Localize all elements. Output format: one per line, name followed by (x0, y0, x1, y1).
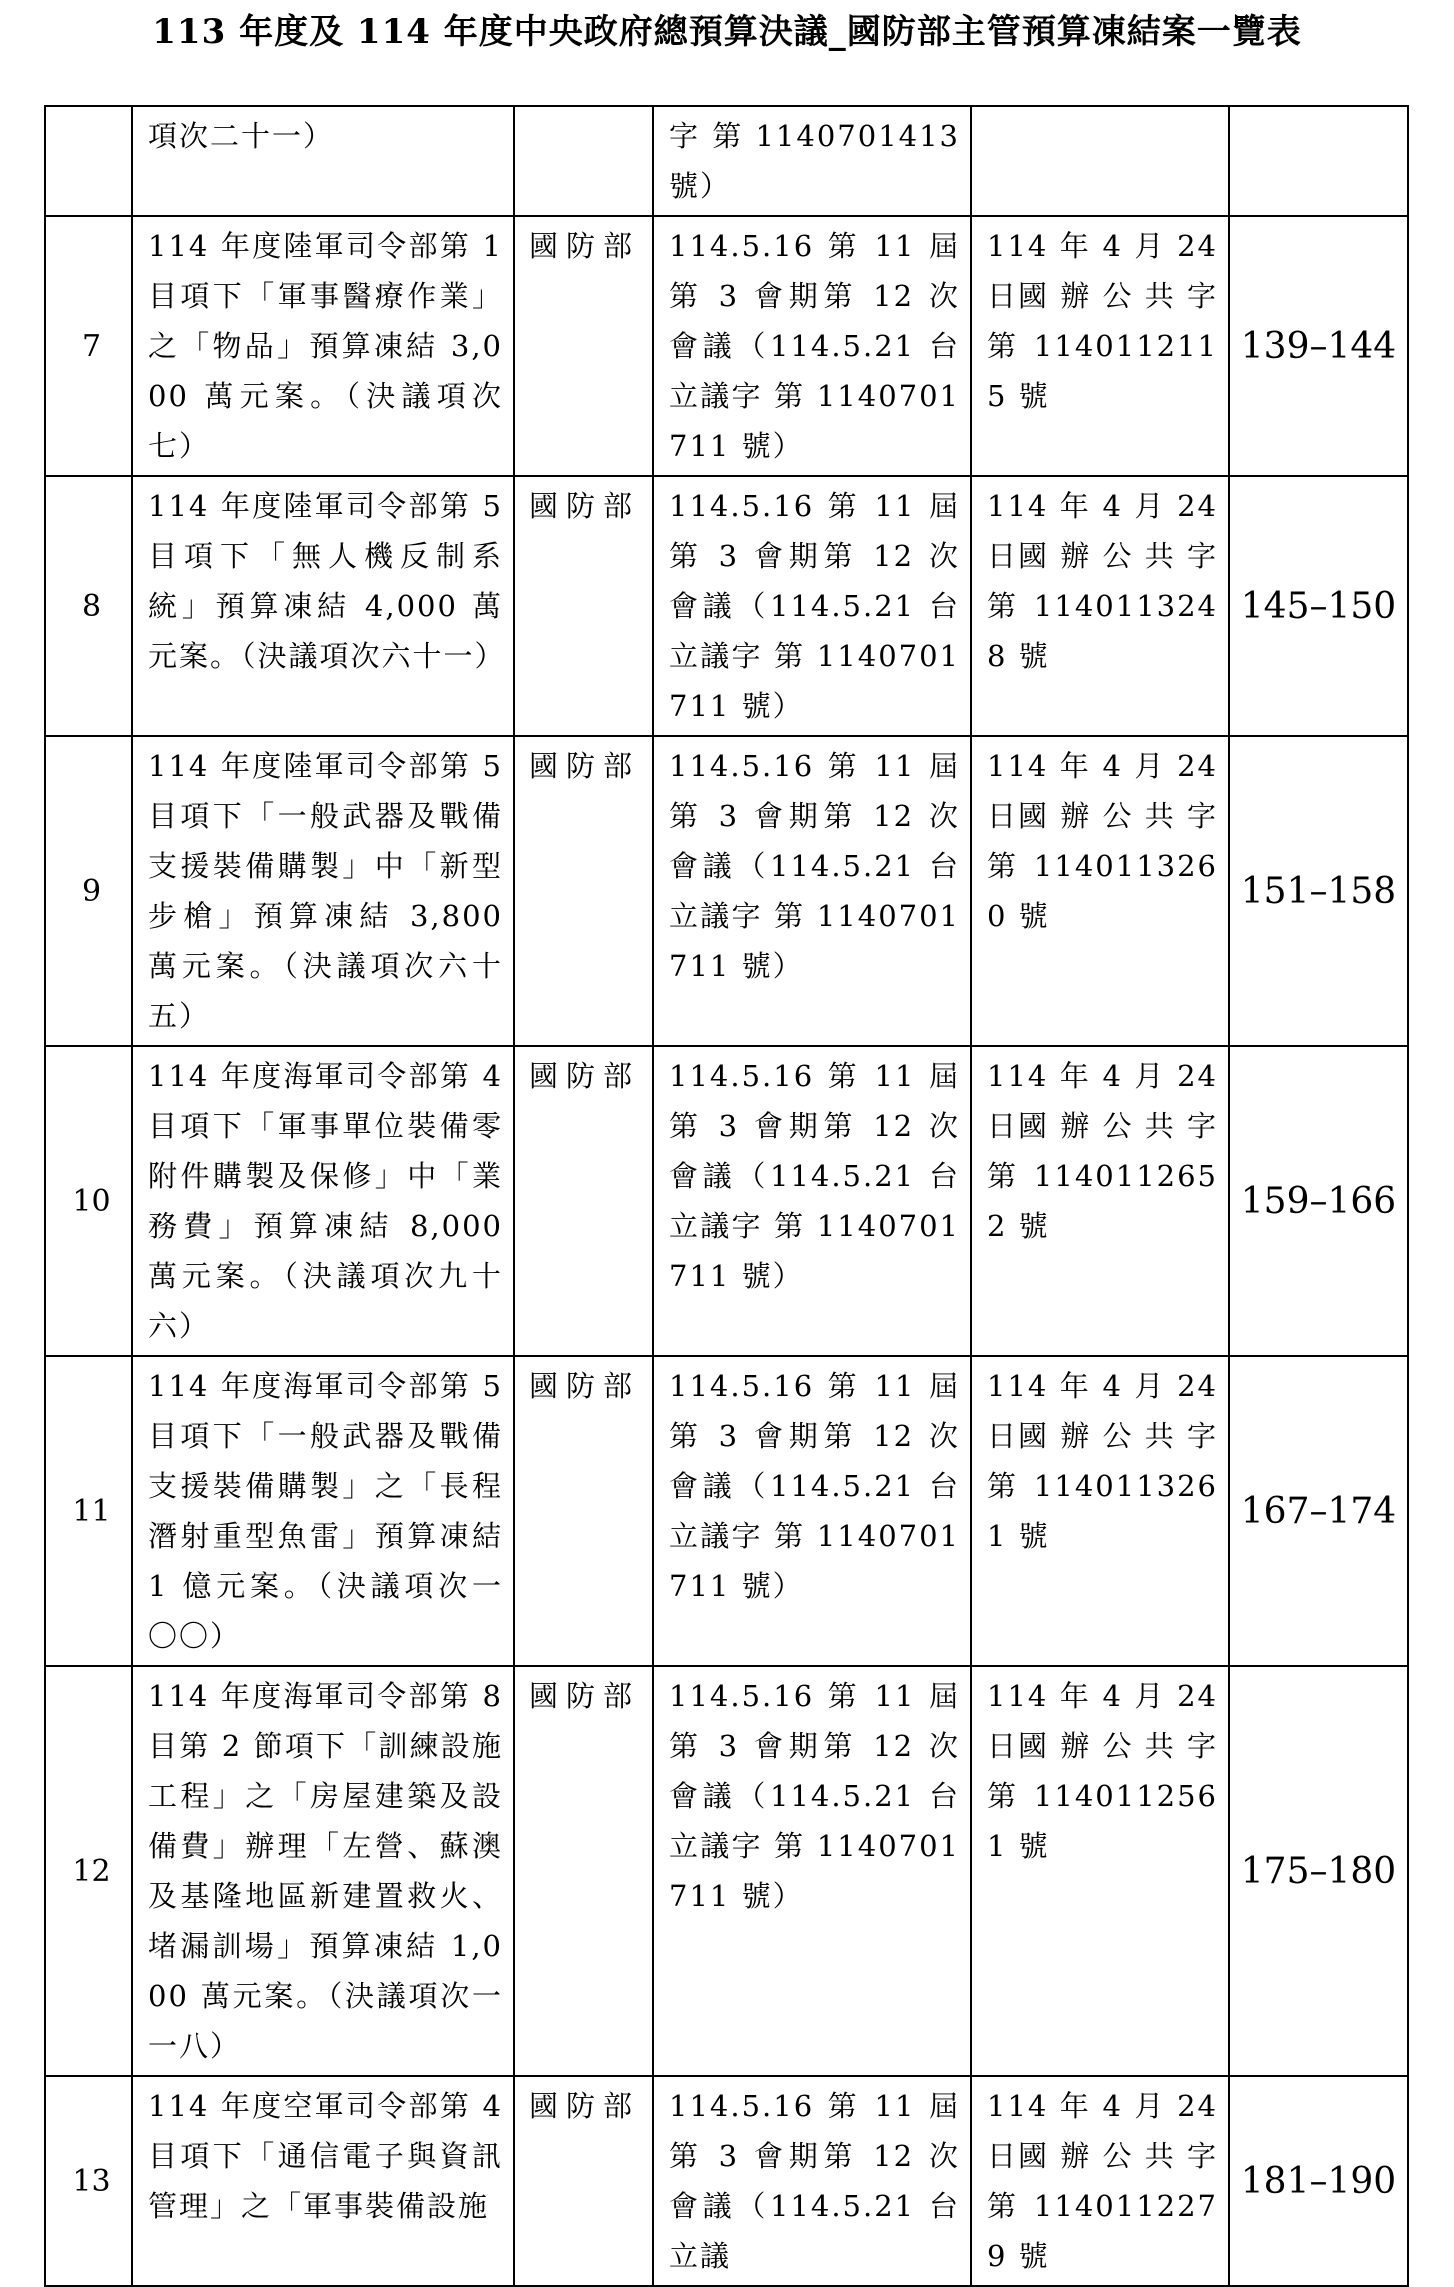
page-range: 181–190 (1229, 2076, 1408, 2286)
agency: 國防部 (529, 1059, 641, 1093)
table-row (45, 1046, 1408, 1356)
row-number: 8 (45, 476, 132, 736)
resolution-cell (653, 1046, 971, 1356)
document-cell (971, 1356, 1229, 1666)
document-cell (971, 2076, 1229, 2286)
agency-cell (514, 1666, 653, 2076)
document-cell (971, 1666, 1229, 2076)
document-reference: 114 年 4 月 24 日國 辦 公 共 字 第 1140112115 號 (987, 229, 1218, 413)
case-description-cell (132, 1666, 514, 2076)
case-description-cell (132, 736, 514, 1046)
row-number: 9 (45, 736, 132, 1046)
agency-cell (514, 476, 653, 736)
case-description-cell (132, 216, 514, 476)
case-description: 114 年度陸軍司令部第 5 目項下「一般武器及戰備支援裝備購製」中「新型步槍」預算凍結 3,800 萬元案。（決議項次六十五） (148, 749, 503, 1033)
document-cell (971, 106, 1229, 216)
case-description: 114 年度陸軍司令部第 5 目項下「無人機反制系統」預算凍結 4,000 萬元案。（決議項次六十一） (148, 489, 506, 673)
page-range: 139–144 (1229, 216, 1408, 476)
case-description-cell (132, 1046, 514, 1356)
case-description: 114 年度空軍司令部第 4 目項下「通信電子與資訊管理」之「軍事裝備設施 (148, 2089, 503, 2223)
agency (515, 107, 652, 115)
agency: 國防部 (529, 229, 641, 263)
row-number (45, 106, 132, 216)
case-description: 114 年度海軍司令部第 4 目項下「軍事單位裝備零附件購製及保修」中「業務費」預算凍結 8,000 萬元案。（決議項次九十六） (148, 1059, 503, 1343)
resolution-cell (653, 736, 971, 1046)
row-number: 11 (45, 1356, 132, 1666)
page-range: 151–158 (1229, 736, 1408, 1046)
resolution-cell (653, 1356, 971, 1666)
document-reference: 114 年 4 月 24 日國 辦 公 共 字 第 1140113260 號 (987, 749, 1218, 933)
document-cell (971, 476, 1229, 736)
resolution-cell (653, 1666, 971, 2076)
case-description: 114 年度海軍司令部第 5 目項下「一般武器及戰備支援裝備購製」之「長程潛射重型魚雷」預算凍結 1 億元案。（決議項次一〇〇） (148, 1369, 503, 1653)
resolution-cell (653, 216, 971, 476)
document-reference: 114 年 4 月 24 日國 辦 公 共 字 第 1140113248 號 (987, 489, 1218, 673)
resolution-reference: 114.5.16 第 11 屆第 3 會期第 12 次會議（114.5.21 台立議 (669, 2089, 960, 2273)
page-range: 175–180 (1229, 1666, 1408, 2076)
agency-cell (514, 1046, 653, 1356)
case-description-cell (132, 2076, 514, 2286)
resolution-reference: 114.5.16 第 11 屆第 3 會期第 12 次會議（114.5.21 台立議字 第 1140701711 號） (669, 1059, 960, 1293)
case-description: 114 年度海軍司令部第 8 目第 2 節項下「訓練設施工程」之「房屋建築及設備費」辦理「左營、蘇澳及基隆地區新建置救火、堵漏訓場」預算凍結 1,000 萬元案。（決議項次一一八） (148, 1679, 503, 2063)
page-range: 159–166 (1229, 1046, 1408, 1356)
case-description-cell (132, 106, 514, 216)
agency-cell (514, 1356, 653, 1666)
resolution-reference: 114.5.16 第 11 屆第 3 會期第 12 次會議（114.5.21 台立議字 第 1140701711 號） (669, 1679, 960, 1913)
row-number: 13 (45, 2076, 132, 2286)
agency: 國防部 (529, 1679, 641, 1713)
resolution-cell (653, 2076, 971, 2286)
table-row (45, 476, 1408, 736)
budget-freeze-table (44, 105, 1409, 2287)
case-description-cell (132, 476, 514, 736)
case-description: 114 年度陸軍司令部第 1 目項下「軍事醫療作業」之「物品」預算凍結 3,000 萬元案。（決議項次七） (148, 229, 503, 463)
table-row (45, 106, 1408, 216)
page-range (1229, 106, 1408, 216)
document-reference: 114 年 4 月 24 日國 辦 公 共 字 第 1140113261 號 (987, 1369, 1218, 1553)
table-row (45, 736, 1408, 1046)
document-cell (971, 736, 1229, 1046)
agency-cell (514, 106, 653, 216)
table-row (45, 1666, 1408, 2076)
agency-cell (514, 216, 653, 476)
table-row (45, 2076, 1408, 2286)
agency-cell (514, 2076, 653, 2286)
resolution-cell (653, 476, 971, 736)
agency: 國防部 (529, 2089, 641, 2123)
page-range: 167–174 (1229, 1356, 1408, 1666)
document-reference: 114 年 4 月 24 日國 辦 公 共 字 第 1140112652 號 (987, 1059, 1218, 1243)
page-range: 145–150 (1229, 476, 1408, 736)
resolution-reference: 字 第 1140701413 號） (669, 119, 960, 203)
document-cell (971, 216, 1229, 476)
document-cell (971, 1046, 1229, 1356)
resolution-reference: 114.5.16 第 11 屆第 3 會期第 12 次會議（114.5.21 台立議字 第 1140701711 號） (669, 489, 960, 723)
document-reference: 114 年 4 月 24 日國 辦 公 共 字 第 1140112561 號 (987, 1679, 1218, 1863)
agency: 國防部 (529, 489, 641, 523)
resolution-reference: 114.5.16 第 11 屆第 3 會期第 12 次會議（114.5.21 台立議字 第 1140701711 號） (669, 229, 960, 463)
resolution-reference: 114.5.16 第 11 屆第 3 會期第 12 次會議（114.5.21 台立議字 第 1140701711 號） (669, 749, 960, 983)
row-number: 10 (45, 1046, 132, 1356)
case-description-cell (132, 1356, 514, 1666)
table-row (45, 1356, 1408, 1666)
resolution-cell (653, 106, 971, 216)
case-description: 項次二十一） (148, 119, 335, 153)
row-number: 7 (45, 216, 132, 476)
resolution-reference: 114.5.16 第 11 屆第 3 會期第 12 次會議（114.5.21 台立議字 第 1140701711 號） (669, 1369, 960, 1603)
agency: 國防部 (529, 1369, 641, 1403)
agency-cell (514, 736, 653, 1046)
document-reference: 114 年 4 月 24 日國 辦 公 共 字 第 1140112279 號 (987, 2089, 1218, 2273)
document-reference (972, 107, 1228, 115)
agency: 國防部 (529, 749, 641, 783)
row-number: 12 (45, 1666, 132, 2076)
page-title: 113 年度及 114 年度中央政府總預算決議_國防部主管預算凍結案一覽表 (152, 12, 1302, 52)
table-row (45, 216, 1408, 476)
